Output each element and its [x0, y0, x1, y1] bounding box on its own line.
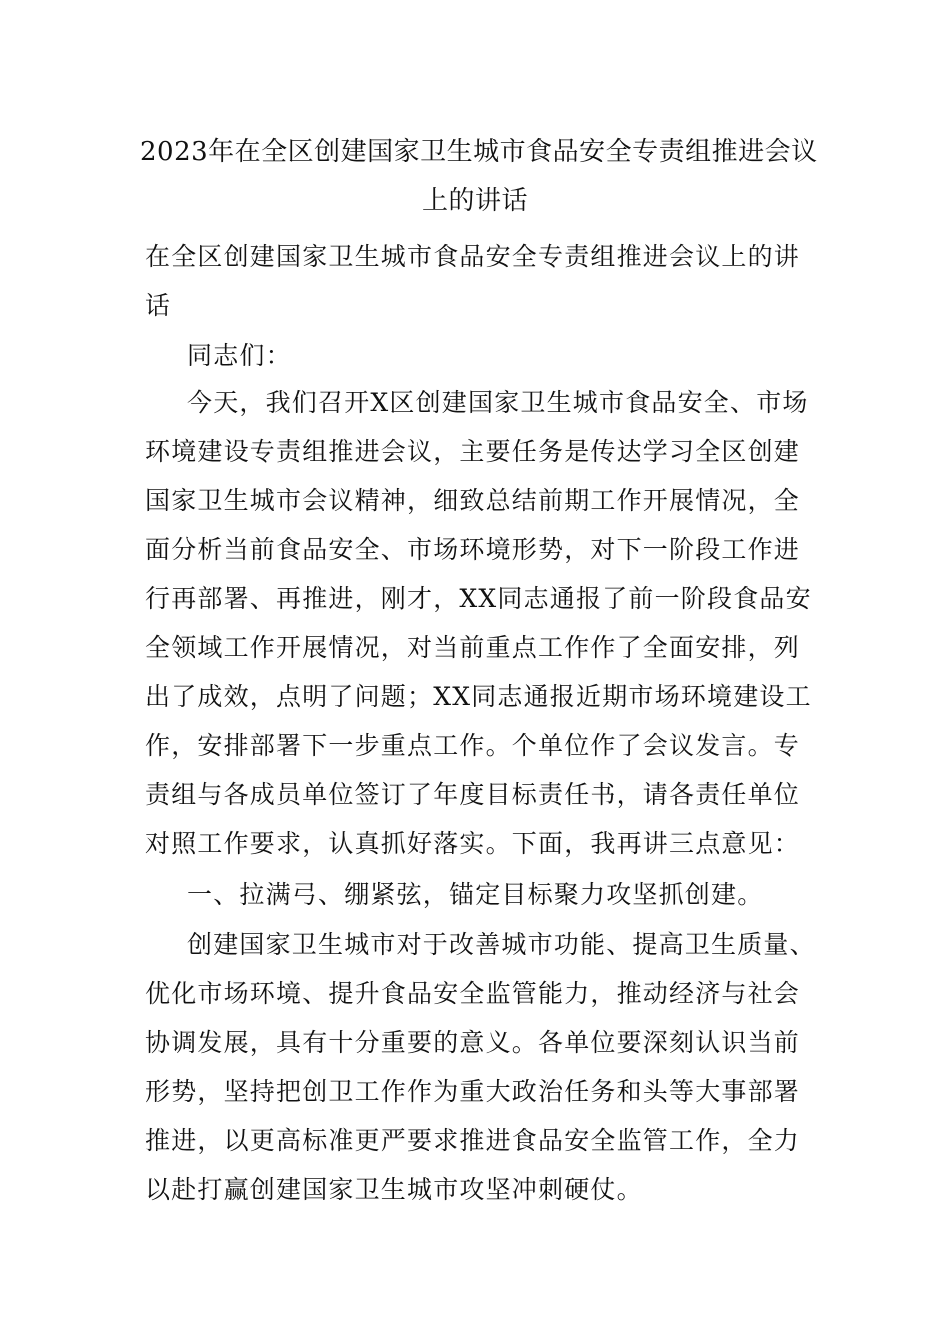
paragraph-line: 今天，我们召开X区创建国家卫生城市食品安全、市场 [187, 388, 809, 417]
paragraph-line: 行再部署、再推进，刚才，XX同志通报了前一阶段食品安 [145, 584, 812, 613]
paragraph-line: 推进，以更高标准更严要求推进食品安全监管工作，全力 [145, 1126, 801, 1155]
paragraph-line: 协调发展，具有十分重要的意义。各单位要深刻认识当前 [145, 1028, 801, 1057]
paragraph-line: 国家卫生城市会议精神，细致总结前期工作开展情况，全 [145, 486, 801, 515]
section-heading-1 [145, 870, 810, 919]
greeting [145, 331, 810, 380]
paragraph-line: 面分析当前食品安全、市场环境形势，对下一阶段工作进 [145, 535, 801, 564]
paragraph-line: 出了成效，点明了问题；XX同志通报近期市场环境建设工 [145, 682, 812, 711]
paragraph-line: 创建国家卫生城市对于改善城市功能、提高卫生质量、 [187, 930, 816, 959]
paragraph-line: 优化市场环境、提升食品安全监管能力，推动经济与社会 [145, 979, 801, 1008]
subtitle [145, 232, 810, 330]
paragraph-line: 责组与各成员单位签订了年度目标责任书，请各责任单位 [145, 780, 801, 809]
greeting-text: 同志们： [187, 341, 292, 370]
paragraph-1 [145, 378, 810, 868]
paragraph-line: 环境建设专责组推进会议，主要任务是传达学习全区创建 [145, 437, 801, 466]
paragraph-line: 全领域工作开展情况，对当前重点工作作了全面安排，列 [145, 633, 801, 662]
title-line-2: 上的讲话 [421, 186, 528, 216]
subtitle-line: 话 [145, 291, 172, 320]
section-heading-text: 一、拉满弓、绷紧弦，锚定目标聚力攻坚抓创建。 [187, 880, 764, 909]
title-line-1: 2023年在全区创建国家卫生城市食品安全专责组推进会议 [140, 137, 818, 167]
paragraph-2 [145, 920, 816, 1214]
paragraph-line: 作，安排部署下一步重点工作。个单位作了会议发言。专 [145, 731, 801, 760]
paragraph-line: 对照工作要求，认真抓好落实。下面，我再讲三点意见： [145, 829, 801, 858]
paragraph-line: 以赴打赢创建国家卫生城市攻坚冲刺硬仗。 [145, 1175, 643, 1204]
subtitle-line: 在全区创建国家卫生城市食品安全专责组推进会议上的讲 [145, 242, 801, 271]
paragraph-line: 形势，坚持把创卫工作作为重大政治任务和头等大事部署 [145, 1077, 801, 1106]
